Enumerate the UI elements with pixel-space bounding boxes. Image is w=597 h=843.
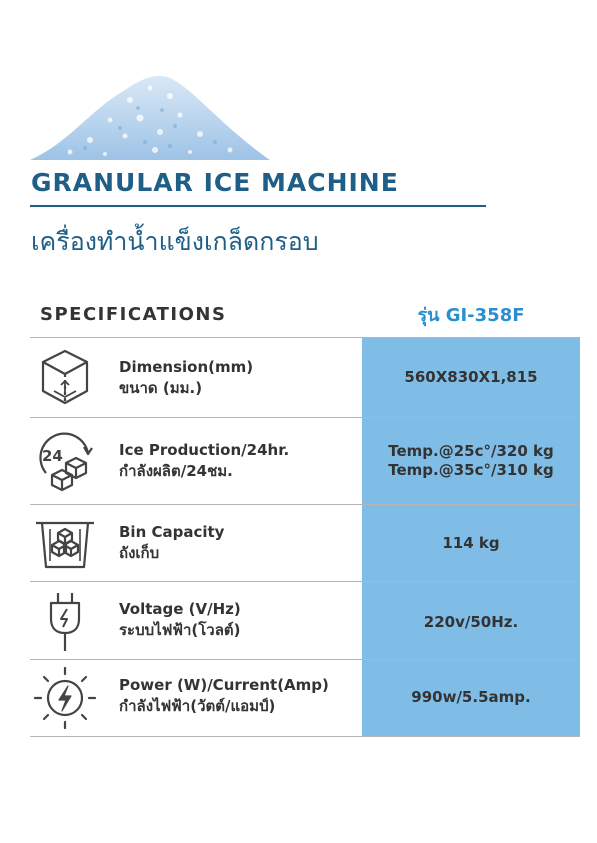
plug-voltage-icon: [30, 582, 100, 659]
spec-label-th: ถังเก็บ: [119, 544, 160, 562]
spec-label-en: Ice Production/24hr.: [119, 441, 290, 459]
spec-label-th: กำลังไฟฟ้า(วัตต์/แอมป์): [119, 697, 276, 715]
title-thai: เครื่องทำน้ำแข็งเกล็ดกรอบ: [31, 227, 319, 256]
spec-value: 990w/5.5amp.: [411, 688, 531, 706]
spec-label-en: Voltage (V/Hz): [119, 600, 241, 618]
spec-row-voltage: [30, 582, 580, 659]
title-english: GRANULAR ICE MACHINE: [31, 168, 399, 197]
lightning-power-icon: [30, 660, 100, 736]
spec-label-en: Bin Capacity: [119, 523, 225, 541]
spec-value: Temp.@25c°/320 kg: [388, 442, 554, 460]
cube-dimension-icon: [30, 338, 100, 417]
title-underline: [30, 205, 486, 207]
spec-value: 560X830X1,815: [404, 368, 538, 386]
model-name: รุ่น GI-358F: [417, 305, 525, 326]
spec-label-th: ขนาด (มม.): [119, 379, 203, 397]
spec-label-en: Dimension(mm): [119, 358, 254, 376]
spec-label-th: ระบบไฟฟ้า(โวลต์): [119, 621, 241, 639]
spec-row-power: [30, 660, 580, 736]
svg-text:24: 24: [42, 447, 63, 465]
spec-value: Temp.@35c°/310 kg: [388, 461, 554, 479]
specifications-heading: SPECIFICATIONS: [40, 304, 227, 325]
spec-label-th: กำลังผลิต/24ชม.: [119, 462, 233, 480]
spec-label-en: Power (W)/Current(Amp): [119, 676, 329, 694]
ice-bin-icon: [30, 505, 100, 581]
spec-value: 220v/50Hz.: [423, 613, 519, 631]
spec-row-ice-production: [30, 418, 580, 504]
ice-pile-image: [30, 70, 270, 162]
spec-value: 114 kg: [442, 534, 500, 552]
24h-ice-cubes-icon: [30, 418, 100, 504]
row-divider: [30, 736, 580, 737]
spec-row-bin-capacity: [30, 505, 580, 581]
spec-row-dimension: [30, 338, 580, 417]
